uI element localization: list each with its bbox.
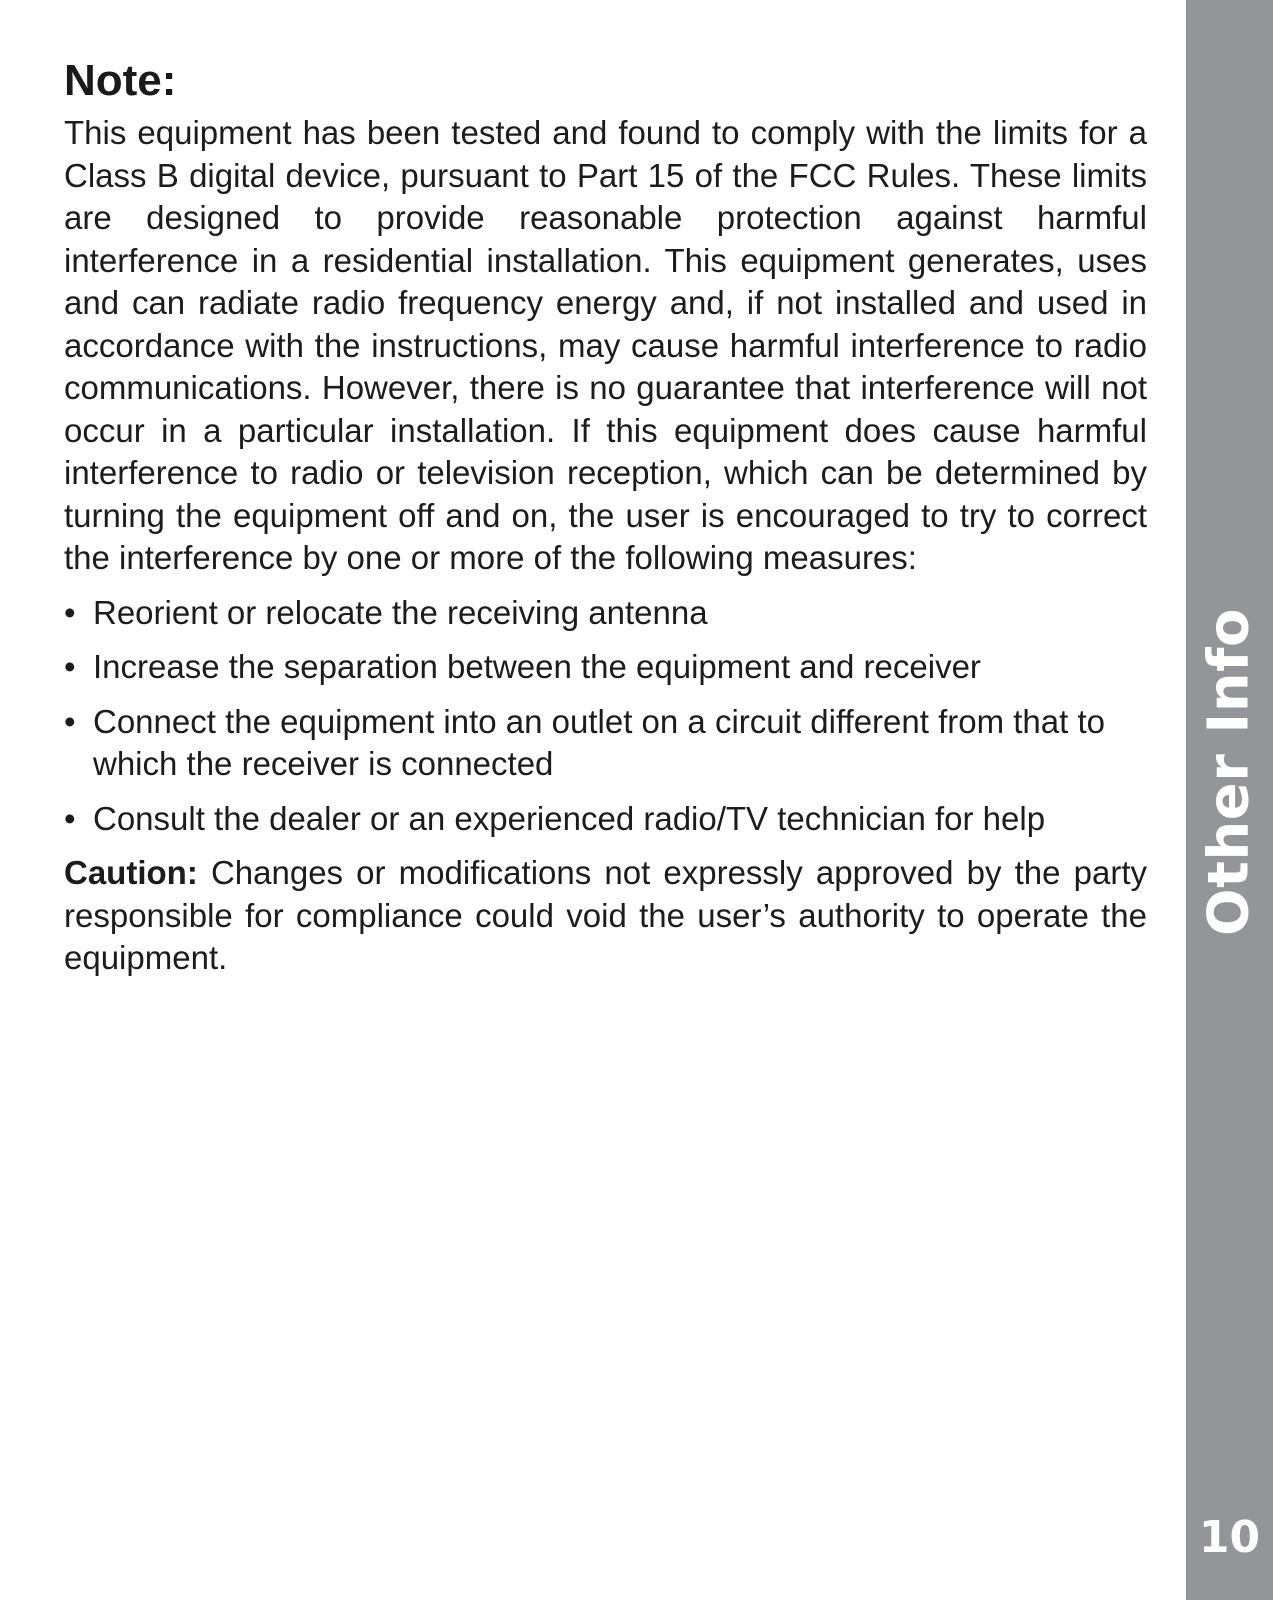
section-side-tab — [1186, 0, 1273, 1600]
list-item-text: Connect the equipment into an outlet on a circuit different from that to which the receiver is connected — [93, 702, 1105, 782]
bullet-icon: • — [64, 593, 76, 631]
list-item — [64, 592, 1147, 635]
caution-paragraph — [64, 852, 1147, 980]
list-item — [64, 798, 1147, 841]
measures-list — [64, 592, 1147, 841]
page-content — [64, 52, 1147, 980]
note-heading: Note: — [64, 56, 177, 105]
bullet-icon: • — [64, 702, 76, 740]
page-number: 10 — [1198, 1512, 1261, 1563]
list-item-text: Increase the separation between the equipment and receiver — [93, 648, 981, 685]
bullet-icon: • — [64, 648, 76, 685]
section-tab-label: Other Info — [1196, 608, 1262, 936]
note-paragraph: This equipment has been tested and found to comply with the limits for a Class B digital device, pursuant to Part 15 of the FCC Rules. These limits are designed to provide reasonable protection against harmful interference in a residential installation. This equipment generates, uses and can radiate radio frequency energy and, if not installed and used in accordance with the instructions, may cause harmful interference to radio communications. However, there is no guarantee that interference will not occur in a particular installation. If this equipment does cause harmful interference to radio or television reception, which can be determined by turning the equipment off and on, the user is encouraged to try to correct the interference by one or more of the following measures: — [64, 114, 1147, 576]
list-item-text: Consult the dealer or an experienced radio/TV technician for help — [93, 799, 1046, 837]
list-item — [64, 701, 1147, 786]
caution-text: Changes or modifications not expressly approved by the party responsible for compliance could void the user’s authority to operate the equipment. — [64, 854, 1148, 976]
bullet-icon: • — [64, 799, 76, 837]
list-item-text: Reorient or relocate the receiving antenna — [93, 593, 708, 631]
caution-label: Caution: — [64, 854, 198, 891]
list-item — [64, 646, 1147, 689]
